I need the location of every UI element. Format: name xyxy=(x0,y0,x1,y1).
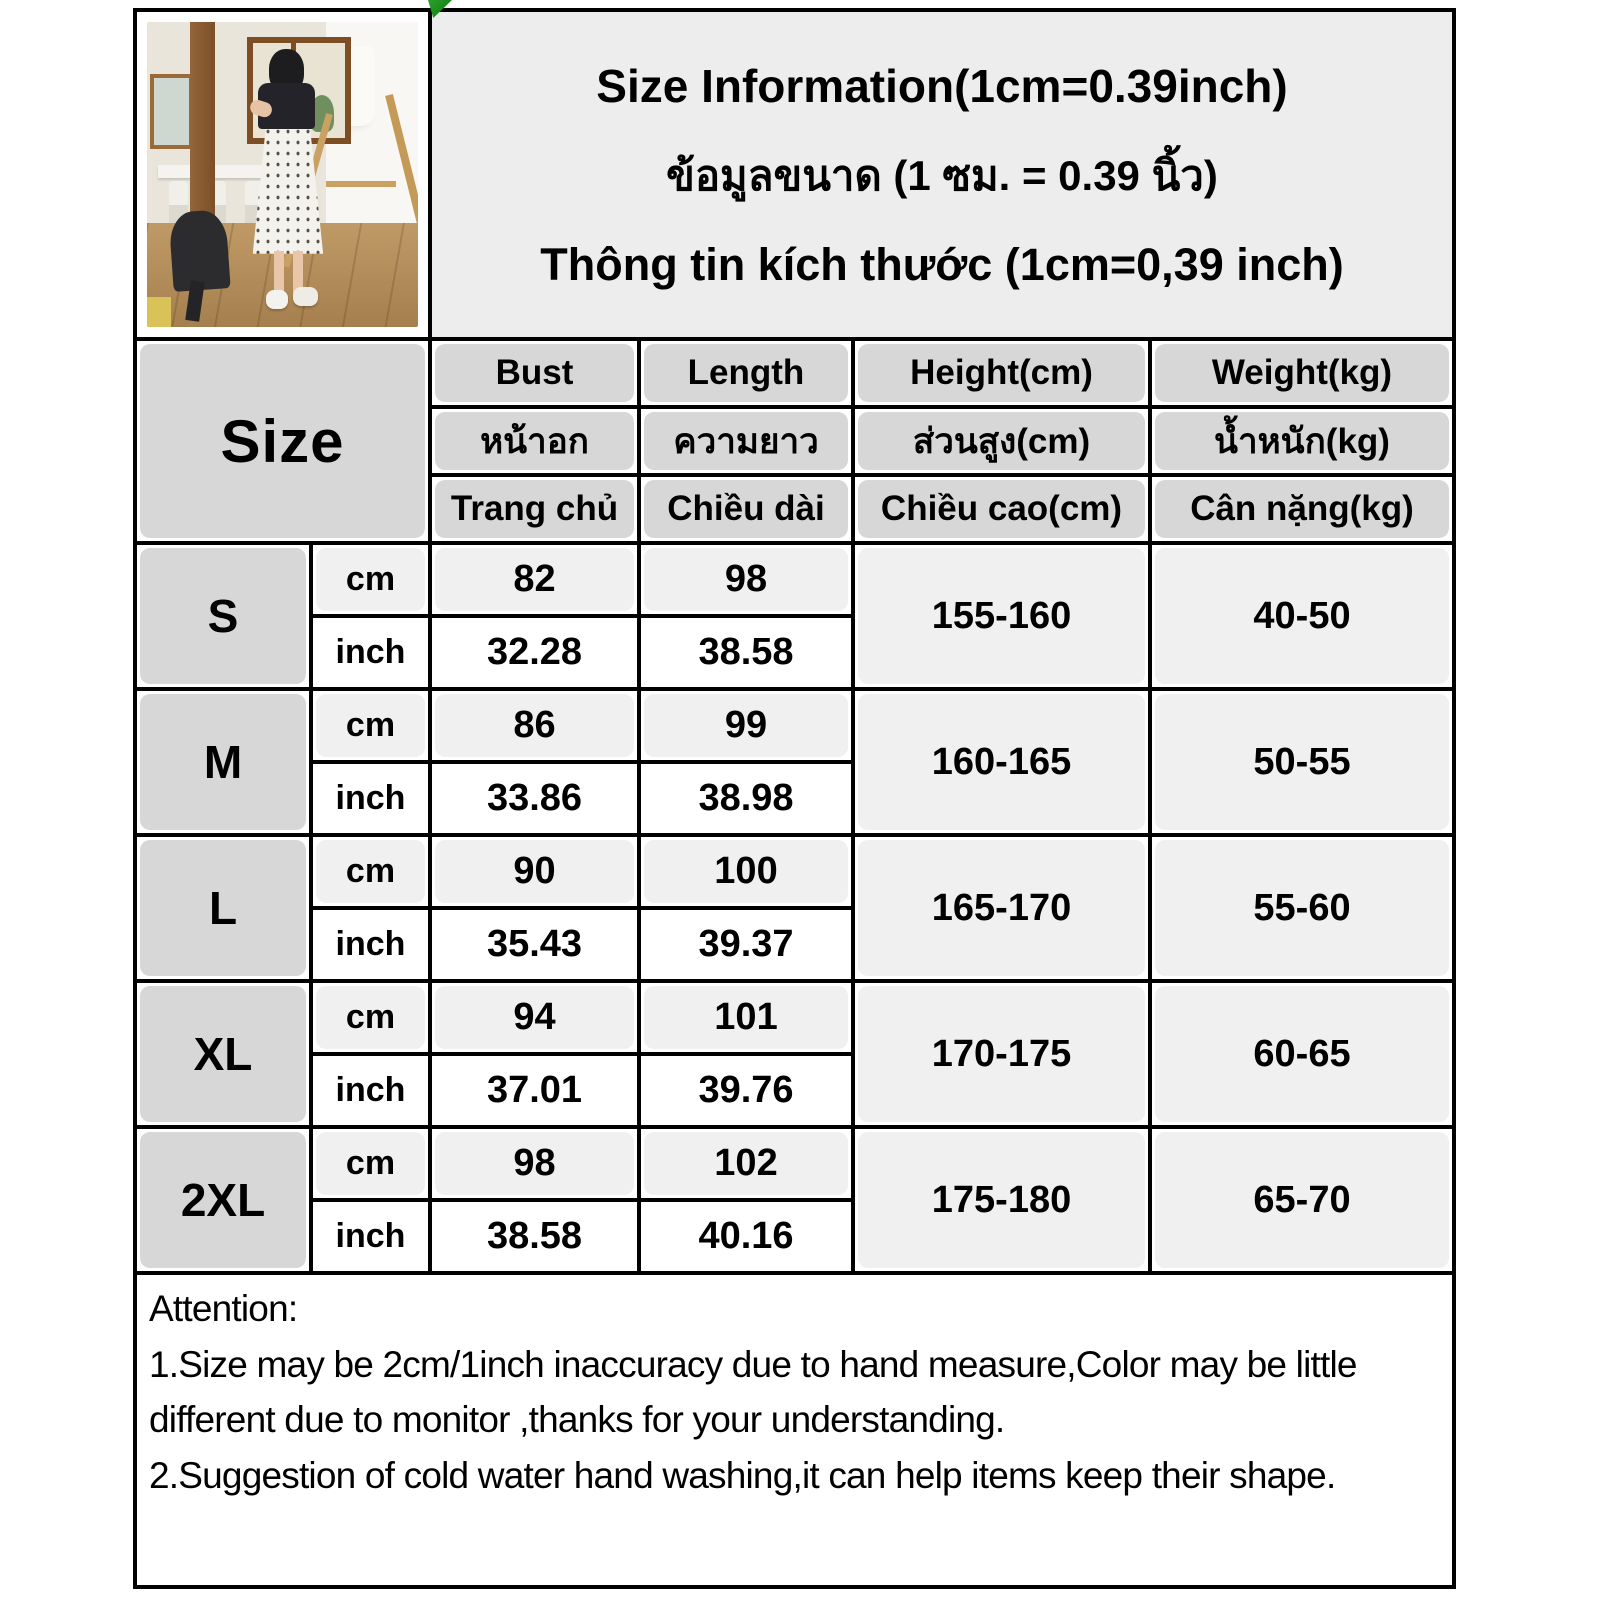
row-label-S: S xyxy=(137,545,309,687)
photo-wood-post xyxy=(190,22,214,242)
length-inch-L: 39.37 xyxy=(641,910,851,979)
length-inch-2XL: 40.16 xyxy=(641,1202,851,1271)
weight-XL: 60-65 xyxy=(1152,983,1452,1125)
unit-cm: cm xyxy=(313,1129,428,1198)
photo-model-leg xyxy=(274,251,283,294)
length-inch-M: 38.98 xyxy=(641,764,851,833)
photo-model-shoe xyxy=(266,290,288,308)
length-cm-L: 100 xyxy=(641,837,851,906)
bust-inch-2XL: 38.58 xyxy=(432,1202,637,1271)
weight-2XL: 65-70 xyxy=(1152,1129,1452,1271)
header-length-vi: Chiều dài xyxy=(641,477,851,541)
size-table xyxy=(133,8,1456,1589)
length-inch-XL: 39.76 xyxy=(641,1056,851,1125)
bust-cm-S: 82 xyxy=(432,545,637,614)
bust-inch-L: 35.43 xyxy=(432,910,637,979)
size-chart-sheet xyxy=(133,8,1456,1589)
size-header-cell xyxy=(137,341,428,541)
unit-cm: cm xyxy=(313,545,428,614)
bust-cm-L: 90 xyxy=(432,837,637,906)
photo-window-left xyxy=(150,74,193,149)
row-label-2XL: 2XL xyxy=(137,1129,309,1271)
bust-inch-S: 32.28 xyxy=(432,618,637,687)
header-bust-th: หน้าอก xyxy=(432,409,637,473)
photo-tripod-bar xyxy=(326,181,396,187)
unit-inch: inch xyxy=(313,910,428,979)
row-label-M: M xyxy=(137,691,309,833)
unit-cm: cm xyxy=(313,691,428,760)
row-label-L: L xyxy=(137,837,309,979)
height-S: 155-160 xyxy=(855,545,1148,687)
header-weight-vi: Cân nặng(kg) xyxy=(1152,477,1452,541)
bust-cm-2XL: 98 xyxy=(432,1129,637,1198)
length-inch-S: 38.58 xyxy=(641,618,851,687)
length-cm-S: 98 xyxy=(641,545,851,614)
weight-S: 40-50 xyxy=(1152,545,1452,687)
header-length-th: ความยาว xyxy=(641,409,851,473)
height-M: 160-165 xyxy=(855,691,1148,833)
attention-section xyxy=(137,1275,1452,1585)
bust-cm-XL: 94 xyxy=(432,983,637,1052)
bust-inch-XL: 37.01 xyxy=(432,1056,637,1125)
title-cell xyxy=(432,12,1452,337)
length-cm-2XL: 102 xyxy=(641,1129,851,1198)
title-english: Size Information(1cm=0.39inch) xyxy=(596,59,1288,112)
title-vietnamese: Thông tin kích thước (1cm=0,39 inch) xyxy=(540,238,1344,290)
header-weight-en: Weight(kg) xyxy=(1152,341,1452,405)
attention-note-2: 2.Suggestion of cold water hand washing,it can help items keep their shape. xyxy=(149,1454,1336,1496)
photo-model-shoe xyxy=(293,287,317,305)
product-photo-cell xyxy=(137,12,428,337)
title-thai: ข้อมูลขนาด (1 ซม. = 0.39 นิ้ว) xyxy=(666,151,1218,199)
photo-corner-object xyxy=(147,297,171,328)
unit-inch: inch xyxy=(313,618,428,687)
unit-cm: cm xyxy=(313,837,428,906)
height-XL: 170-175 xyxy=(855,983,1148,1125)
header-height-en: Height(cm) xyxy=(855,341,1148,405)
weight-L: 55-60 xyxy=(1152,837,1452,979)
product-photo xyxy=(147,22,418,327)
attention-heading: Attention: xyxy=(149,1288,298,1329)
header-length-en: Length xyxy=(641,341,851,405)
row-label-XL: XL xyxy=(137,983,309,1125)
height-2XL: 175-180 xyxy=(855,1129,1148,1271)
header-height-th: ส่วนสูง(cm) xyxy=(855,409,1148,473)
height-L: 165-170 xyxy=(855,837,1148,979)
bust-inch-M: 33.86 xyxy=(432,764,637,833)
header-weight-th: น้ำหนัก(kg) xyxy=(1152,409,1452,473)
unit-inch: inch xyxy=(313,1202,428,1271)
length-cm-M: 99 xyxy=(641,691,851,760)
header-height-vi: Chiều cao(cm) xyxy=(855,477,1148,541)
header-bust-vi: Trang chủ xyxy=(432,477,637,541)
header-bust-en: Bust xyxy=(432,341,637,405)
size-header-label: Size xyxy=(140,344,425,538)
weight-M: 50-55 xyxy=(1152,691,1452,833)
attention-note-1: 1.Size may be 2cm/1inch inaccuracy due to hand measure,Color may be little different due to monitor ,thanks for your understanding. xyxy=(149,1343,1357,1440)
unit-inch: inch xyxy=(313,764,428,833)
bust-cm-M: 86 xyxy=(432,691,637,760)
unit-inch: inch xyxy=(313,1056,428,1125)
unit-cm: cm xyxy=(313,983,428,1052)
length-cm-XL: 101 xyxy=(641,983,851,1052)
